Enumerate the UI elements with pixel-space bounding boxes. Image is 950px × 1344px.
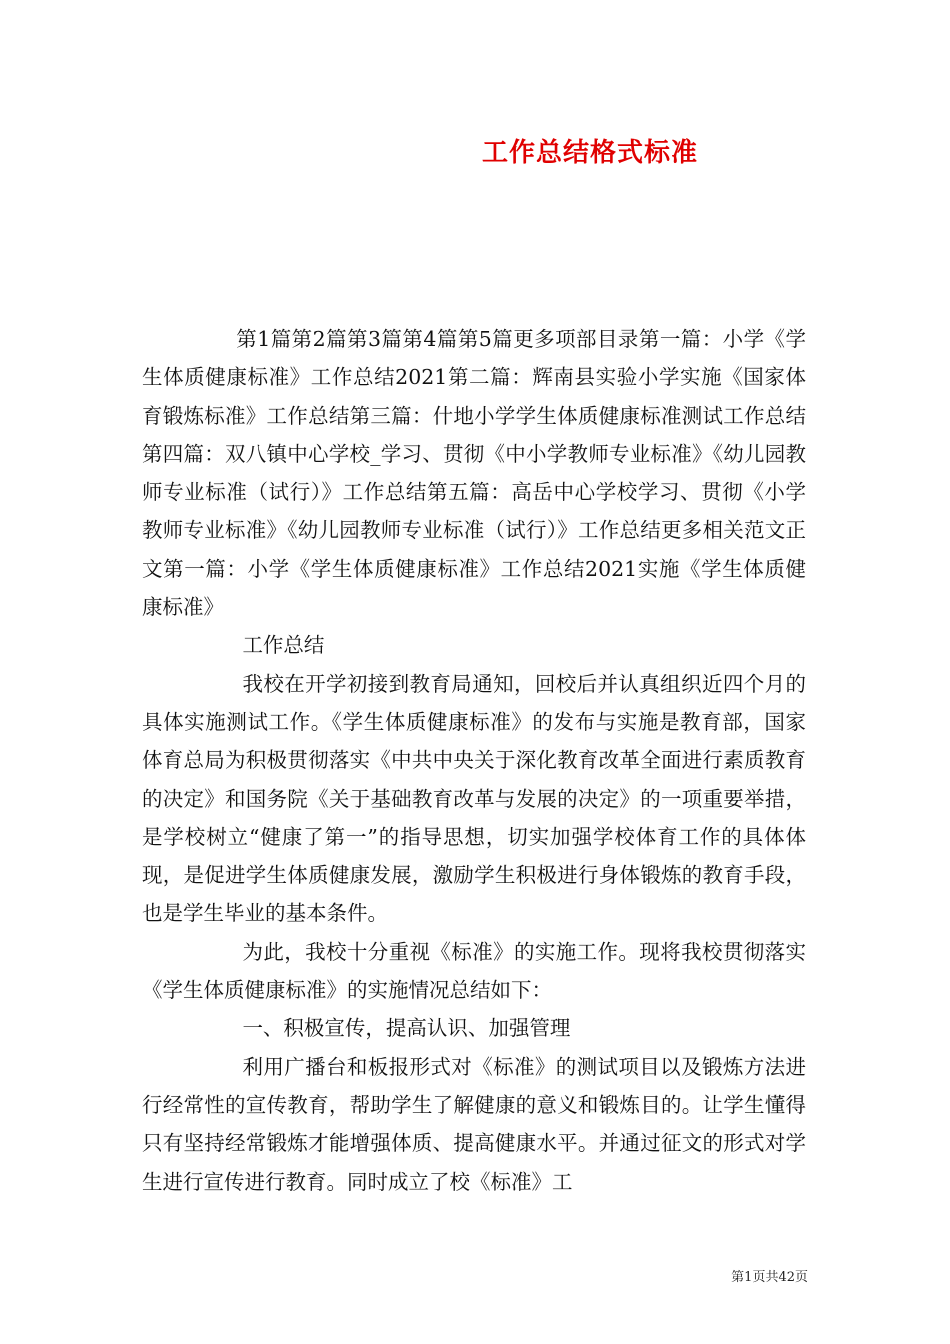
paragraph-introduction: 我校在开学初接到教育局通知，回校后并认真组织近四个月的具体实施测试工作。《学生体质健康标准》的发布与实施是教育部，国家体育总局为积极贯彻落实《中共中央关于深化教育改革全面进行素质教育的决定》和国务院《关于基础教育改革与发展的决定》的一项重要举措，是学校树立“健康了第一”的指导思想，切实加强学校体育工作的具体体现，是促进学生体质健康发展，激励学生积极进行身体锻炼的教育手段，也是学生毕业的基本条件。 [142, 671, 806, 926]
paragraph-subheading: 工作总结 [242, 633, 325, 658]
document-title: 工作总结格式标准 [481, 138, 698, 168]
paragraph-table-of-contents: 第1篇第2篇第3篇第4篇第5篇更多项部目录第一篇：小学《学生体质健康标准》工作总结2021第二篇：辉南县实验小学实施《国家体育锻炼标准》工作总结第三篇：什地小学学生体质健康标准测试工作总结第四篇：双八镇中心学校_学习、贯彻《中小学教师专业标准》《幼儿园教师专业标准（试行）》工作总结第五篇：高岳中心学校学习、贯彻《小学教师专业标准》《幼儿园教师专业标准（试行）》工作总结更多相关范文正文第一篇：小学《学生体质健康标准》工作总结2021实施《学生体质健康标准》 [142, 327, 806, 620]
paragraph-section-heading: 一、积极宣传，提高认识、加强管理 [242, 1016, 571, 1041]
page-number: 第1页共42页 [731, 1270, 808, 1285]
document-body [142, 320, 806, 1201]
paragraph-summary-intro: 为此，我校十分重视《标准》的实施工作。现将我校贯彻落实《学生体质健康标准》的实施情况总结如下： [142, 939, 806, 1003]
paragraph-section-body: 利用广播台和板报形式对《标准》的测试项目以及锻炼方法进行经常性的宣传教育，帮助学生了解健康的意义和锻炼目的。让学生懂得只有坚持经常锻炼才能增强体质、提高健康水平。并通过征文的形式对学生进行宣传进行教育。同时成立了校《标准》工 [142, 1054, 806, 1194]
